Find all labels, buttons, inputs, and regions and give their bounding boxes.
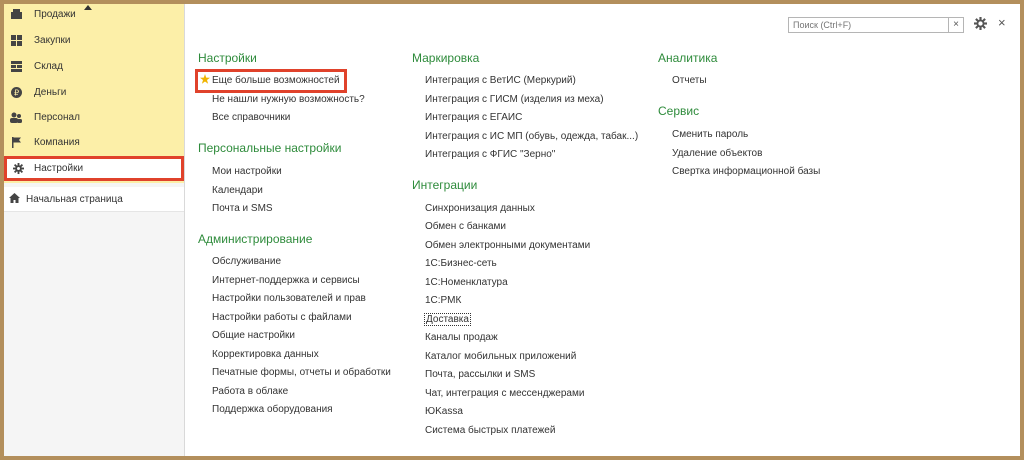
search-box bbox=[788, 17, 964, 33]
link-rmk[interactable]: 1С:РМК bbox=[425, 295, 462, 306]
sidebar-item-label: Настройки bbox=[34, 163, 84, 174]
purchases-icon bbox=[10, 35, 22, 47]
link-fgis-zerno[interactable]: Интеграция с ФГИС "Зерно" bbox=[425, 149, 556, 160]
app-window bbox=[4, 4, 1020, 456]
link-bank-exchange[interactable]: Обмен с банками bbox=[425, 221, 507, 232]
link-user-rights[interactable]: Настройки пользователей и прав bbox=[212, 293, 366, 304]
link-equipment-support[interactable]: Поддержка оборудования bbox=[212, 404, 333, 415]
link-reports[interactable]: Отчеты bbox=[672, 75, 707, 86]
link-change-password[interactable]: Сменить пароль bbox=[672, 129, 749, 140]
link-delete-objects[interactable]: Удаление объектов bbox=[672, 148, 763, 159]
sidebar-item-sales[interactable] bbox=[4, 4, 184, 27]
link-delivery[interactable] bbox=[425, 314, 470, 325]
gear-icon bbox=[974, 22, 987, 33]
sidebar-item-home[interactable] bbox=[4, 187, 184, 212]
sidebar-item-label: Персонал bbox=[34, 112, 80, 123]
money-icon bbox=[10, 87, 22, 99]
link-cloud-work[interactable]: Работа в облаке bbox=[212, 386, 289, 397]
sidebar-item-company[interactable] bbox=[4, 130, 184, 155]
link-general-settings[interactable]: Общие настройки bbox=[212, 330, 295, 341]
link-fast-payments[interactable]: Система быстрых платежей bbox=[425, 425, 556, 436]
link-yukassa[interactable]: ЮKassa bbox=[425, 406, 463, 417]
link-more-features[interactable]: Еще больше возможностей bbox=[212, 75, 340, 86]
group-title-analytics: Аналитика bbox=[658, 51, 718, 65]
sidebar-item-label: Продажи bbox=[34, 9, 76, 20]
home-label: Начальная страница bbox=[26, 193, 123, 205]
link-maintenance[interactable]: Обслуживание bbox=[212, 256, 282, 267]
link-mail-sms[interactable]: Почта и SMS bbox=[212, 203, 273, 214]
sidebar-item-warehouse[interactable] bbox=[4, 54, 184, 79]
sections-panel bbox=[4, 4, 184, 183]
link-mobile-apps[interactable]: Каталог мобильных приложений bbox=[425, 351, 577, 362]
search-clear-button[interactable]: × bbox=[948, 18, 963, 32]
link-db-collapse[interactable]: Свертка информационной базы bbox=[672, 166, 821, 177]
link-internet-support[interactable]: Интернет-поддержка и сервисы bbox=[212, 275, 360, 286]
svg-text:₽: ₽ bbox=[13, 88, 19, 98]
sidebar-item-label: Склад bbox=[34, 61, 63, 72]
link-is-mp[interactable]: Интеграция с ИС МП (обувь, одежда, табак...) bbox=[425, 131, 639, 142]
link-file-settings[interactable]: Настройки работы с файлами bbox=[212, 312, 352, 323]
link-messengers[interactable]: Чат, интеграция с мессенджерами bbox=[425, 388, 585, 399]
sidebar-item-purchases[interactable] bbox=[4, 28, 184, 53]
group-title-admin: Администрирование bbox=[198, 232, 313, 246]
warehouse-icon bbox=[10, 61, 22, 73]
link-data-correction[interactable]: Корректировка данных bbox=[212, 349, 319, 360]
link-not-found-feature[interactable]: Не нашли нужную возможность? bbox=[212, 94, 365, 105]
link-vetis[interactable]: Интеграция с ВетИС (Меркурий) bbox=[425, 75, 576, 86]
sidebar-item-settings[interactable] bbox=[4, 156, 184, 181]
gear-icon bbox=[12, 163, 24, 175]
link-business-network[interactable]: 1С:Бизнес-сеть bbox=[425, 258, 497, 269]
group-title-integrations: Интеграции bbox=[412, 178, 478, 192]
link-calendars[interactable]: Календари bbox=[212, 185, 263, 196]
group-title-personal: Персональные настройки bbox=[198, 141, 342, 155]
link-all-catalogs[interactable]: Все справочники bbox=[212, 112, 291, 123]
home-icon bbox=[9, 193, 20, 206]
company-flag-icon bbox=[10, 137, 22, 149]
sidebar-item-label: Деньги bbox=[34, 87, 67, 98]
group-title-marking: Маркировка bbox=[412, 51, 480, 65]
sidebar-item-label: Закупки bbox=[34, 35, 71, 46]
link-my-settings[interactable]: Мои настройки bbox=[212, 166, 282, 177]
link-delivery-label: Доставка bbox=[426, 314, 469, 325]
link-data-sync[interactable]: Синхронизация данных bbox=[425, 203, 535, 214]
sidebar-item-label: Компания bbox=[34, 137, 80, 148]
group-title-settings: Настройки bbox=[198, 51, 257, 65]
sidebar-item-personnel[interactable] bbox=[4, 105, 184, 130]
sales-icon bbox=[10, 9, 22, 21]
link-sales-channels[interactable]: Каналы продаж bbox=[425, 332, 498, 343]
link-mail-mailing-sms[interactable]: Почта, рассылки и SMS bbox=[425, 369, 536, 380]
sidebar bbox=[4, 4, 185, 456]
sidebar-item-money[interactable] bbox=[4, 80, 184, 105]
link-edi[interactable]: Обмен электронными документами bbox=[425, 240, 591, 251]
group-title-service: Сервис bbox=[658, 104, 700, 118]
star-icon bbox=[200, 74, 210, 84]
link-gism[interactable]: Интеграция с ГИСМ (изделия из меха) bbox=[425, 94, 604, 105]
link-egais[interactable]: Интеграция с ЕГАИС bbox=[425, 112, 523, 123]
close-button[interactable]: × bbox=[998, 15, 1006, 30]
personnel-icon bbox=[10, 112, 22, 124]
search-input[interactable] bbox=[789, 18, 947, 32]
link-nomenclature[interactable]: 1С:Номенклатура bbox=[425, 277, 508, 288]
link-print-forms[interactable]: Печатные формы, отчеты и обработки bbox=[212, 367, 391, 378]
settings-gear-button[interactable] bbox=[974, 17, 988, 31]
